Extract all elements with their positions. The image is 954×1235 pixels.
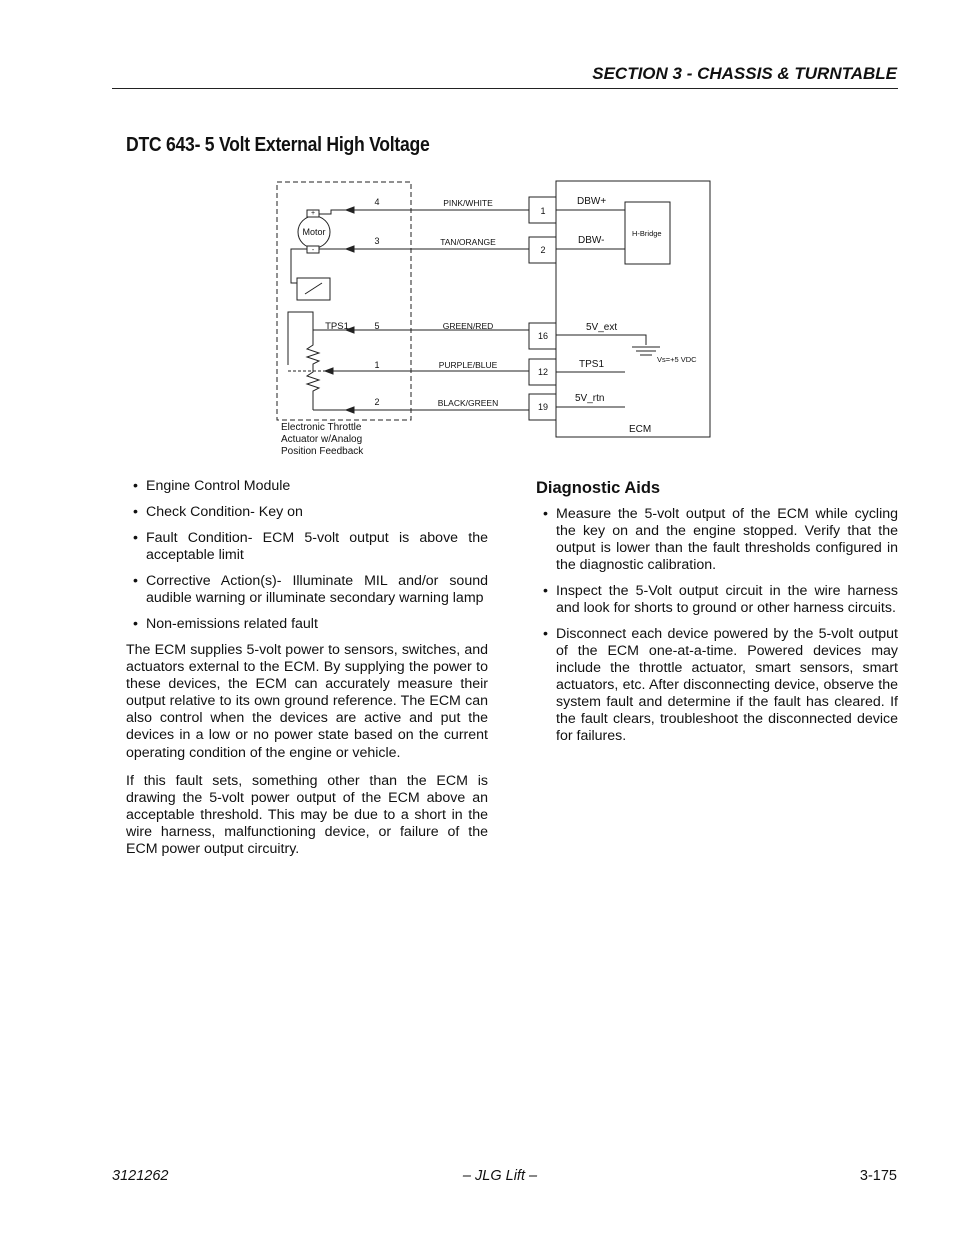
condition-list [126,478,488,633]
list-item: • Measure the 5-volt output of the ECM while cycling the key on and the engine stopped. Verify that the output is lower than the fault thresholds configured in the diagnostic calibration. [536,506,898,574]
list-item: • Inspect the 5-Volt output circuit in the wire harness and look for shorts to ground or other harness circuits. [536,583,898,617]
page-title: DTC 643- 5 Volt External High Voltage [126,134,430,156]
signal-label: DBW+ [577,196,607,207]
footer-center: – JLG Lift – [462,1168,538,1184]
hbridge-label: H-Bridge [632,229,662,238]
actuator-boundary [277,182,411,420]
ecm-pin: 19 [537,402,549,412]
wire-label: GREEN/RED [442,321,494,331]
tps-label: TPS1 [325,321,349,332]
pin-label: 3 [374,236,380,246]
list-item: • Check Condition- Key on [126,504,488,521]
signal-label: 5V_ext [586,322,618,333]
wire-label: TAN/ORANGE [440,237,496,247]
pin-label: 1 [374,360,380,370]
motor-label: Motor [302,227,326,237]
list-item: • Fault Condition- ECM 5-volt output is above the acceptable limit [126,530,488,564]
actuator-caption: Electronic Throttle [281,422,362,433]
ecm-label: ECM [629,424,652,435]
wire-label: PURPLE/BLUE [438,360,498,370]
ecm-pin: 2 [540,245,546,255]
page-number: 3-175 [859,1168,897,1184]
diagnostic-heading: Diagnostic Aids [536,479,661,497]
left-column [126,478,488,869]
doc-number: 3121262 [112,1168,169,1184]
section-header: SECTION 3 - CHASSIS & TURNTABLE [592,64,897,83]
motor-minus-label: - [311,247,315,254]
pin-label: 5 [374,321,380,331]
list-item: • Engine Control Module [126,478,488,495]
pin-label: 2 [374,397,380,407]
body-paragraph: If this fault sets, something other than the ECM is drawing the 5-volt power output of the ECM above an acceptable threshold. This may be due to a short in the wire harness, malfunctioning device, or failure of the ECM power output circuitry. [126,772,488,858]
signal-label: 5V_rtn [575,393,605,404]
header-rule [112,88,898,89]
ecm-pin: 12 [537,367,549,377]
ecm-pin: 1 [540,206,546,216]
diagnostic-list [536,506,898,745]
pin-label: 4 [374,197,380,207]
list-item: • Corrective Action(s)- Illuminate MIL and/or sound audible warning or illuminate secondary warning lamp [126,573,488,607]
right-column [536,478,898,754]
list-item: • Disconnect each device powered by the 5-volt output of the ECM one-at-a-time. Powered devices may include the throttle actuator, smart sensors, smart actuators, etc. After disconnecting device, observe the system fault and determine if the fault has cleared. If the fault clears, troubleshoot the disconnected device for failures. [536,626,898,745]
vs-label: Vs=+5 VDC [657,355,697,364]
actuator-caption: Position Feedback [281,446,364,457]
motor-plus-label: + [310,210,316,217]
wire-label: BLACK/GREEN [437,398,499,408]
actuator-caption: Actuator w/Analog [281,434,363,445]
wiring-diagram [270,175,720,465]
tps-resistor [307,330,319,410]
ecm-pin: 16 [537,331,549,341]
signal-label: DBW- [578,235,605,246]
body-paragraph: The ECM supplies 5-volt power to sensors, switches, and actuators external to the ECM. By supplying the power to these devices, the ECM can accurately measure their output relative to its own ground reference. The ECM can also control when the devices are active and put the devices in a low or no power state based on the current operating condition of the engine or vehicle. [126,642,488,761]
signal-label: TPS1 [579,359,605,370]
list-item: • Non-emissions related fault [126,616,488,633]
wire-label: PINK/WHITE [443,198,493,208]
